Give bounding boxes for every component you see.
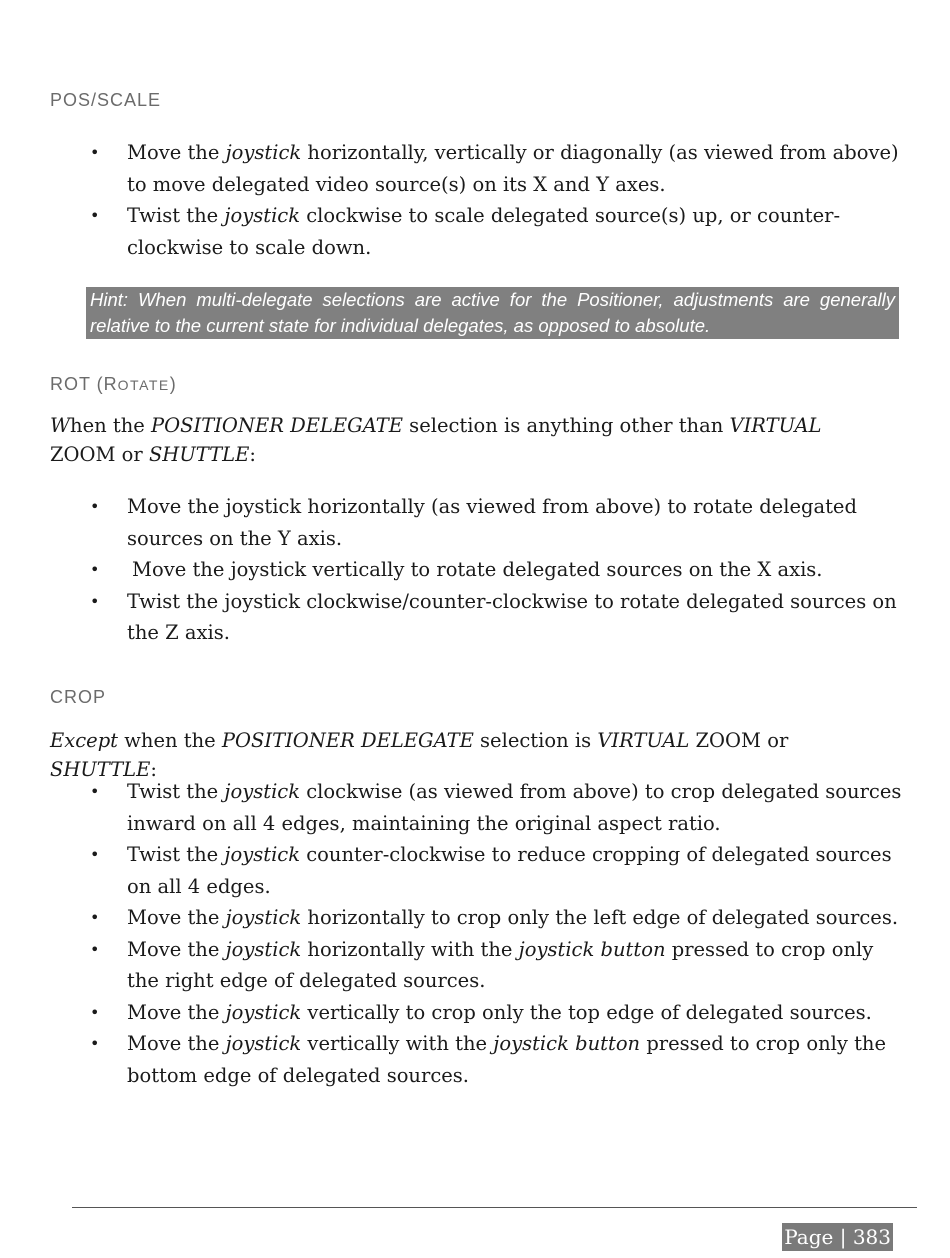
pos-scale-heading: POS/SCALE	[50, 90, 162, 110]
hint-box: Hint: When multi-delegate selections are active for the Positioner, adjustments are generally relative to the current state for individual delegates, as opposed to absolute.	[86, 287, 899, 339]
list-item: • Move the joystick vertically with the joystick button pressed to crop only the bottom edge of delegated sources.	[0, 1028, 902, 1091]
crop-list	[0, 776, 902, 1091]
list-item: • Twist the joystick counter-clockwise to reduce cropping of delegated sources on all 4 edges.	[0, 839, 902, 902]
list-item: • Move the joystick horizontally to crop only the left edge of delegated sources.	[0, 902, 902, 934]
rotate-heading: ROT (ROTATE)	[50, 374, 177, 394]
bullet-icon: •	[90, 1002, 100, 1022]
list-item: • Move the joystick vertically to crop only the top edge of delegated sources.	[0, 997, 902, 1029]
crop-intro: Except when the POSITIONER DELEGATE selection is VIRTUAL ZOOM or SHUTTLE:	[50, 729, 789, 781]
rotate-intro: When the POSITIONER DELEGATE selection is anything other than VIRTUAL ZOOM or SHUTTLE:	[50, 414, 822, 466]
bullet-icon: •	[90, 1034, 100, 1053]
bullet-icon: •	[90, 908, 100, 927]
pos-scale-list	[0, 137, 902, 263]
bullet-icon: •	[90, 560, 100, 579]
list-item: • Move the joystick horizontally, vertically or diagonally (as viewed from above) to move delegated video source(s) on its X and Y axes.	[0, 137, 902, 200]
bullet-icon: •	[90, 782, 100, 801]
bullet-icon: •	[90, 939, 100, 959]
bullet-icon: •	[90, 845, 100, 864]
list-item: • Move the joystick horizontally with the joystick button pressed to crop only the right edge of delegated sources.	[0, 934, 902, 997]
footer-divider	[72, 1207, 917, 1208]
bullet-icon: •	[90, 591, 100, 611]
list-item: • Twist the joystick clockwise to scale delegated source(s) up, or counter-clockwise to scale down.	[0, 200, 902, 263]
crop-heading: CROP	[50, 687, 107, 707]
list-item: • Move the joystick vertically to rotate delegated sources on the X axis.	[0, 554, 902, 586]
page-number-label: Page | 383	[784, 1225, 891, 1249]
list-item: • Move the joystick horizontally (as viewed from above) to rotate delegated sources on the Y axis.	[0, 491, 902, 554]
list-item: • Twist the joystick clockwise (as viewed from above) to crop delegated sources inward on all 4 edges, maintaining the original aspect ratio.	[0, 776, 902, 839]
bullet-icon: •	[90, 206, 100, 225]
list-item: • Twist the joystick clockwise/counter-clockwise to rotate delegated sources on the Z axis.	[0, 586, 902, 649]
bullet-icon: •	[90, 143, 100, 162]
bullet-icon: •	[90, 497, 100, 516]
rotate-list	[0, 491, 902, 649]
